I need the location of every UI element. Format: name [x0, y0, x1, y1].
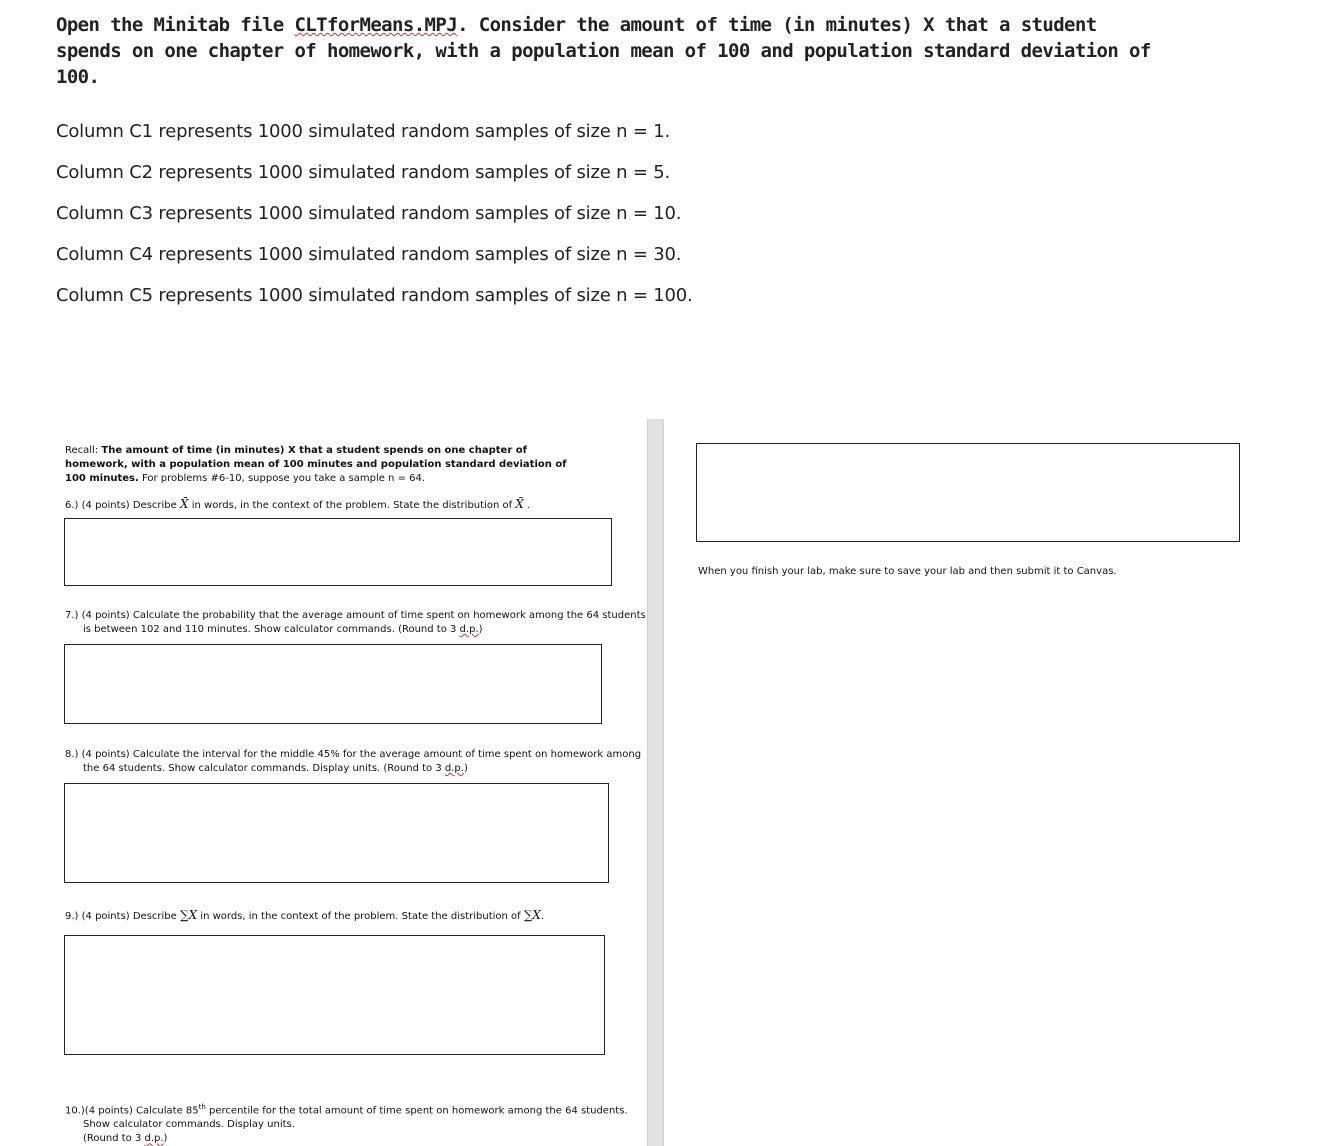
- decimal-places-abbrev: d.p.: [144, 1133, 164, 1145]
- question-6-text-c: .: [523, 500, 531, 511]
- recall-rest-text: For problems #6-10, suppose you take a sample n = 64.: [138, 473, 426, 484]
- question-10-line-3-text: (Round to 3: [83, 1133, 145, 1145]
- answer-box-8[interactable]: [64, 783, 609, 883]
- recall-prefix: Recall:: [65, 445, 102, 456]
- x-bar-symbol: X̄: [180, 497, 189, 511]
- column-c1-description: Column C1 represents 1000 simulated random samples of size n = 1.: [56, 121, 671, 142]
- question-7-line-1: 7.) (4 points) Calculate the probability that the average amount of time spent on homework among the 64 students: [65, 610, 646, 621]
- recall-bold-text: The amount of time (in minutes) X that a student spends on one chapter of homework, with a population mean of 100 minutes and population standard deviation of 100 minutes.: [65, 445, 567, 484]
- intro-paragraph: [56, 12, 1156, 90]
- column-c4-description: Column C4 represents 1000 simulated random samples of size n = 30.: [56, 244, 682, 265]
- column-c3-description: Column C3 represents 1000 simulated random samples of size n = 10.: [56, 203, 682, 224]
- answer-box-6[interactable]: [64, 518, 612, 586]
- question-9-text-a: 9.) (4 points) Describe: [65, 911, 180, 922]
- intro-text-start: Open the Minitab file: [56, 14, 295, 36]
- question-6-text-a: 6.) (4 points) Describe: [65, 500, 180, 511]
- question-8-close: ): [463, 763, 468, 774]
- minitab-file-name: CLTforMeans.MPJ: [294, 14, 458, 36]
- question-10-text-b: percentile for the total amount of time spent on homework among the 64 students.: [205, 1105, 628, 1117]
- question-7-line-2-text: is between 102 and 110 minutes. Show calculator commands. (Round to 3: [83, 624, 460, 635]
- question-7-close: ): [478, 624, 483, 635]
- sum-x-symbol: ∑X: [180, 908, 198, 922]
- question-10-line-1: [65, 1100, 645, 1118]
- finish-note: When you finish your lab, make sure to save your lab and then submit it to Canvas.: [698, 566, 1117, 577]
- question-10-text-a: 10.)(4 points) Calculate 85: [65, 1105, 199, 1117]
- question-7-line-2: [65, 623, 645, 637]
- question-9-text-c: .: [540, 911, 545, 922]
- answer-box-10[interactable]: [696, 443, 1240, 542]
- question-8-line-1: 8.) (4 points) Calculate the interval for the middle 45% for the average amount of time spent on homework among: [65, 749, 642, 760]
- answer-box-9[interactable]: [64, 935, 605, 1055]
- question-8-line-2: [65, 762, 645, 776]
- question-6: [65, 497, 625, 513]
- question-9: [65, 908, 645, 924]
- recall-paragraph: [65, 444, 585, 486]
- question-9-text-b: in words, in the context of the problem. State the distribution of: [197, 911, 524, 922]
- decimal-places-abbrev: d.p.: [459, 624, 479, 635]
- question-8-line-2-text: the 64 students. Show calculator commands. Display units. (Round to 3: [83, 763, 445, 774]
- question-8: [65, 748, 645, 776]
- page-divider: [647, 419, 664, 1146]
- ordinal-suffix: th: [198, 1103, 206, 1111]
- question-7: [65, 609, 645, 637]
- x-bar-symbol: X̄: [515, 497, 524, 511]
- question-6-text-b: in words, in the context of the problem. State the distribution of: [188, 500, 516, 511]
- question-10-line-3: [65, 1132, 645, 1146]
- question-10-close: ): [163, 1133, 168, 1145]
- answer-box-7[interactable]: [64, 644, 602, 724]
- question-10-line-2: Show calculator commands. Display units.: [83, 1119, 295, 1131]
- question-10: [65, 1100, 645, 1146]
- decimal-places-abbrev: d.p.: [444, 763, 464, 774]
- column-c2-description: Column C2 represents 1000 simulated random samples of size n = 5.: [56, 162, 671, 183]
- sum-x-symbol: ∑X: [523, 908, 541, 922]
- intro-text-end: . Consider the amount of time (in minutes) X that a student spends on one chapter of homework, with a population mean of 100 and population standard deviation of 100.: [56, 14, 1151, 88]
- column-c5-description: Column C5 represents 1000 simulated random samples of size n = 100.: [56, 285, 693, 306]
